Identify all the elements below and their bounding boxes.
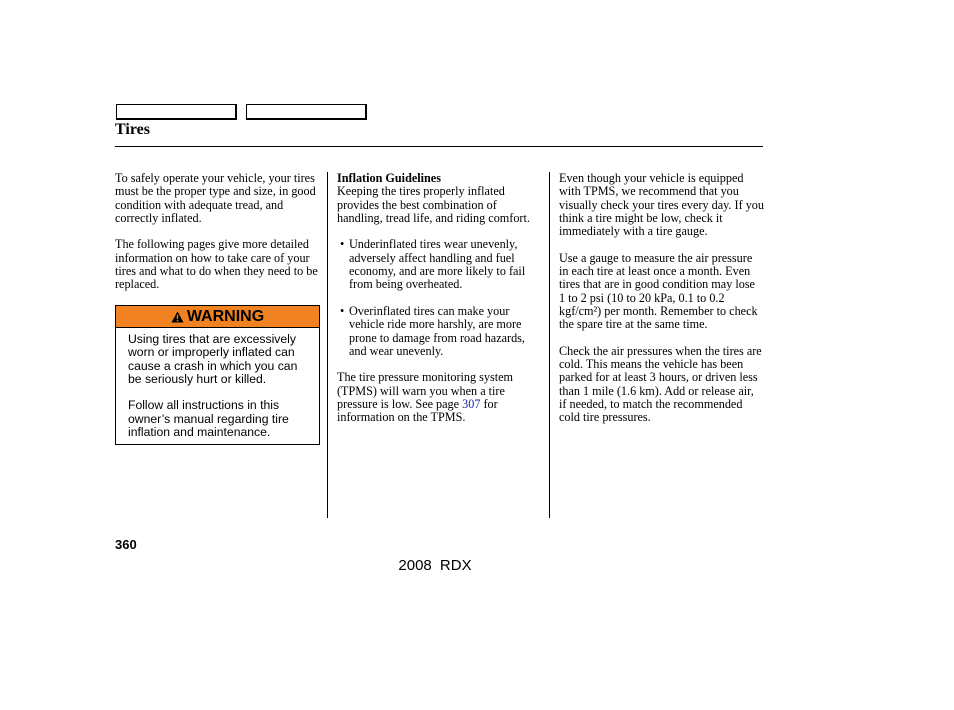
tpms-paragraph — [337, 371, 542, 424]
section-title: Tires — [115, 121, 150, 138]
warning-header — [116, 306, 319, 328]
column-divider-1 — [327, 172, 328, 518]
page-number: 360 — [115, 537, 137, 552]
page-link-307[interactable]: 307 — [462, 397, 481, 412]
gauge-paragraph: Use a gauge to measure the air pressure in each tire at least once a month. Even tires that are in good condition may lose 1 to 2 psi (10 to 20 kPa, 0.1 to 0.2 kgf/cm²) per month. Remember to check the spare tire at the same time. — [559, 250, 758, 332]
list-item: • Overinflated tires can make your vehicle ride more harshly, are more prone to damage from road hazards, and wear unevenly. — [340, 303, 525, 358]
warning-text-2: Follow all instructions in this owner’s manual regarding tire inflation and maintenance. — [128, 398, 289, 440]
inflation-intro: Keeping the tires properly inflated provides the best combination of handling, tread life, and riding comfort. — [337, 184, 530, 225]
nav-button-2[interactable] — [246, 104, 367, 120]
bullet-text: Overinflated tires can make your vehicle ride more harshly, are more prone to damage from road hazards, and wear unevenly. — [349, 303, 525, 358]
followup-paragraph: The following pages give more detailed information on how to take care of your tires and what to do when they need to be replaced. — [115, 237, 318, 292]
tpms-text-after: for information on the TPMS. — [337, 397, 498, 425]
nav-button-1[interactable] — [116, 104, 237, 120]
column-2 — [337, 172, 542, 438]
column-3 — [559, 172, 764, 438]
warning-triangle-icon — [171, 311, 184, 323]
footer-model: 2008 RDX — [398, 557, 472, 574]
warning-box — [115, 305, 320, 445]
list-item: • Underinflated tires wear unevenly, adversely affect handling and fuel economy, and are more likely to fail from being overheated. — [340, 237, 526, 292]
column-1 — [115, 172, 320, 305]
header-rule — [115, 146, 763, 147]
inflation-bullet-list — [337, 238, 542, 358]
cold-tire-paragraph: Check the air pressures when the tires are cold. This means the vehicle has been parked for at least 3 hours, or driven less than 1 mile (1.6 km). Add or release air, if needed, to match the recommended cold tire pressures. — [559, 343, 762, 425]
tpms-text-before: The tire pressure monitoring system (TPMS) will warn you when a tire pressure is low. See page — [337, 370, 514, 412]
warning-text-1: Using tires that are excessively worn or improperly inflated can cause a crash in which you can be seriously hurt or killed. — [128, 332, 298, 386]
visual-check-paragraph: Even though your vehicle is equipped with TPMS, we recommend that you visually check your tires every day. If you think a tire might be low, check it immediately with a tire gauge. — [559, 171, 764, 239]
intro-paragraph: To safely operate your vehicle, your tires must be the proper type and size, in good condition with adequate tread, and correctly inflated. — [115, 171, 316, 225]
warning-body — [116, 328, 319, 439]
bullet-text: Underinflated tires wear unevenly, adversely affect handling and fuel economy, and are more likely to fail from being overheated. — [349, 237, 526, 292]
warning-label: WARNING — [186, 307, 265, 325]
inflation-guidelines-heading: Inflation Guidelines — [337, 171, 441, 185]
column-divider-2 — [549, 172, 550, 518]
